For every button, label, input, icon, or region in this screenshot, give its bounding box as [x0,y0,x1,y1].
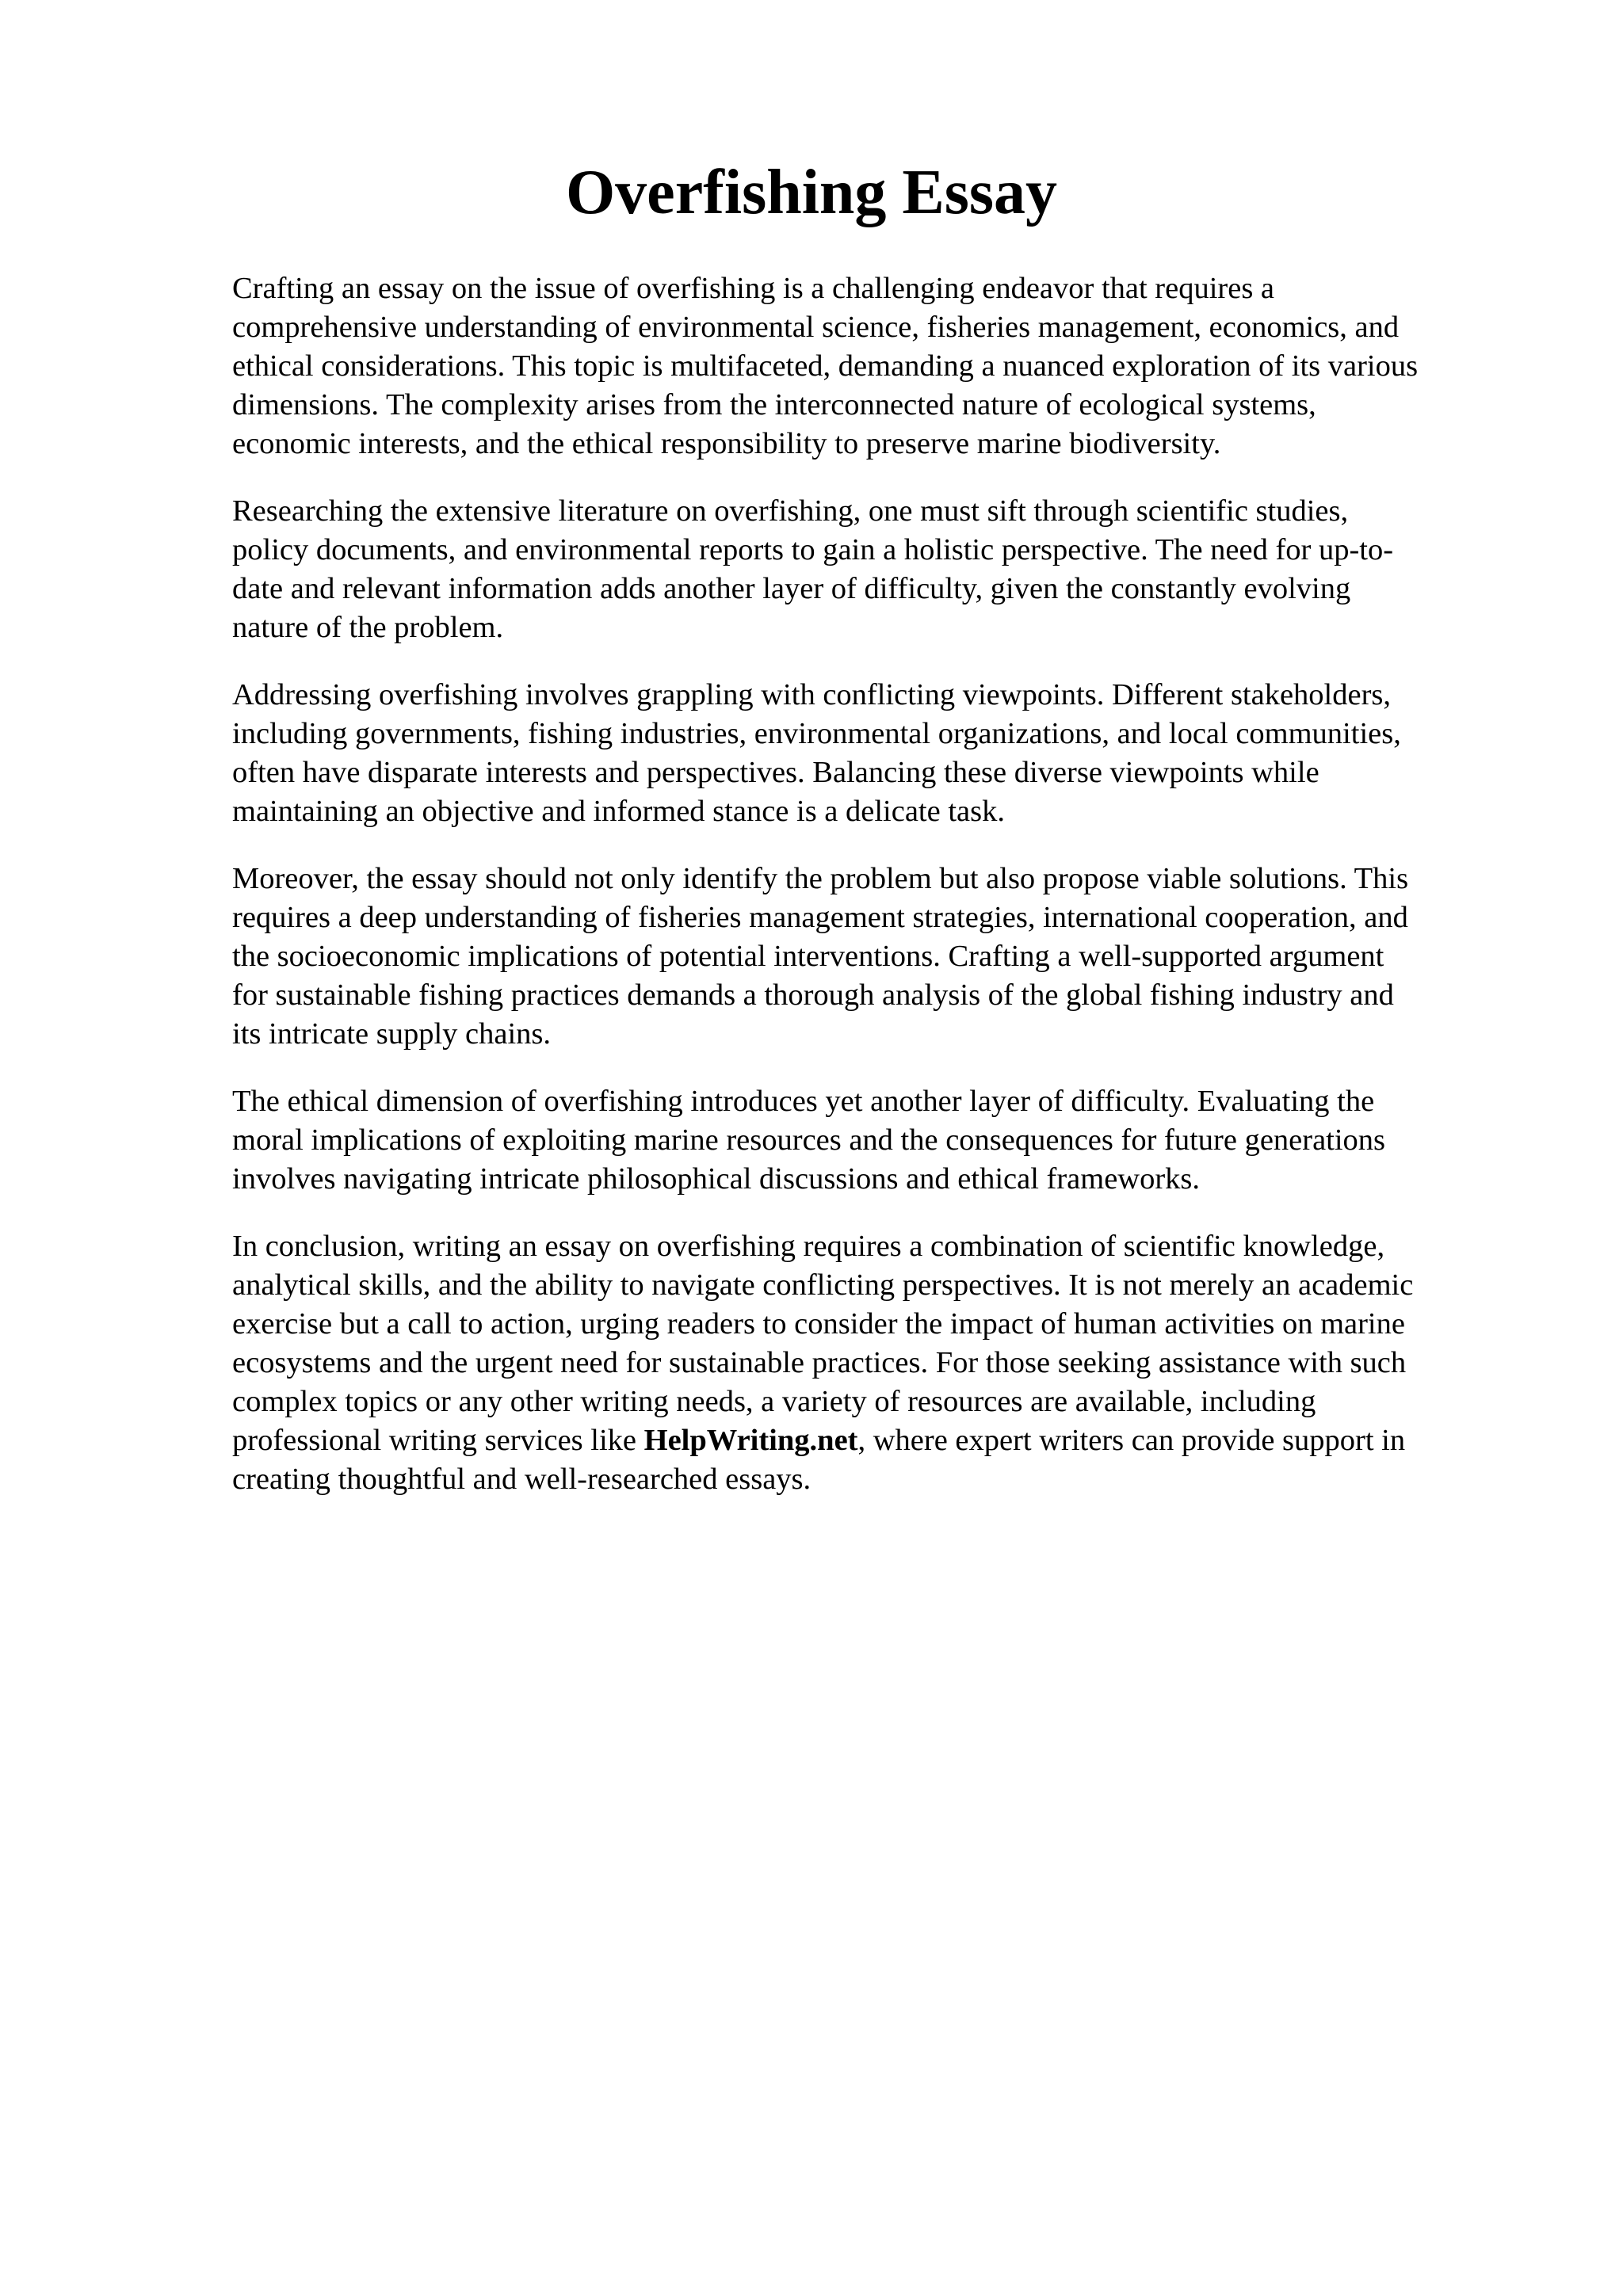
text-line: complex topics or any other writing needs, a variety of resources are available, including [232,1385,1316,1418]
text-line: often have disparate interests and perspectives. Balancing these diverse viewpoints while [232,756,1319,789]
text-line: Crafting an essay on the issue of overfishing is a challenging endeavor that requires a [232,272,1275,305]
text-line: the socioeconomic implications of potential interventions. Crafting a well-supported argument [232,940,1384,973]
text-line: economic interests, and the ethical responsibility to preserve marine biodiversity. [232,427,1221,460]
text-line: date and relevant information adds another layer of difficulty, given the constantly evolving [232,572,1351,605]
paragraph-1 [232,269,1532,463]
page-title: Overfishing Essay [565,158,1058,227]
brand-line-prefix: professional writing services like [232,1424,644,1457]
text-line: The ethical dimension of overfishing introduces yet another layer of difficulty. Evaluating the [232,1085,1375,1118]
text-line: dimensions. The complexity arises from the interconnected nature of ecological systems, [232,388,1316,421]
text-line: In conclusion, writing an essay on overfishing requires a combination of scientific knowledge, [232,1230,1385,1263]
brand-line-suffix: , where expert writers can provide support in [857,1424,1406,1457]
text-line: policy documents, and environmental reports to gain a holistic perspective. The need for up-to- [232,533,1394,566]
paragraph-conclusion [232,1227,1532,1499]
text-line: ethical considerations. This topic is multifaceted, demanding a nuanced exploration of its various [232,349,1419,383]
paragraph-4 [232,860,1532,1054]
text-line: nature of the problem. [232,611,504,644]
text-line: analytical skills, and the ability to navigate conflicting perspectives. It is not merely an academic [232,1268,1414,1302]
paragraph-3 [232,676,1532,831]
text-line: Researching the extensive literature on overfishing, one must sift through scientific studies, [232,494,1349,528]
text-line: exercise but a call to action, urging readers to consider the impact of human activities on marine [232,1307,1405,1341]
text-line: maintaining an objective and informed stance is a delicate task. [232,795,1005,828]
paragraph-5 [232,1082,1532,1199]
text-line: for sustainable fishing practices demands a thorough analysis of the global fishing industry and [232,978,1394,1012]
paragraph-2 [232,492,1532,647]
text-line: ecosystems and the urgent need for sustainable practices. For those seeking assistance with such [232,1346,1407,1379]
text-line: including governments, fishing industries, environmental organizations, and local communities, [232,717,1401,750]
text-line: Moreover, the essay should not only identify the problem but also propose viable solutions. This [232,862,1409,895]
text-line: creating thoughtful and well-researched essays. [232,1463,812,1496]
text-line: requires a deep understanding of fisheries management strategies, international cooperation, and [232,901,1408,934]
essay-body [232,269,1532,1527]
text-line: moral implications of exploiting marine resources and the consequences for future generations [232,1123,1386,1157]
text-line: comprehensive understanding of environmental science, fisheries management, economics, and [232,311,1400,344]
text-line: involves navigating intricate philosophical discussions and ethical frameworks. [232,1162,1201,1196]
text-line: Addressing overfishing involves grappling with conflicting viewpoints. Different stakeholders, [232,678,1392,711]
text-line: its intricate supply chains. [232,1017,552,1051]
brand-name: HelpWriting.net [643,1424,858,1457]
brand-text-line [232,1421,1532,1460]
